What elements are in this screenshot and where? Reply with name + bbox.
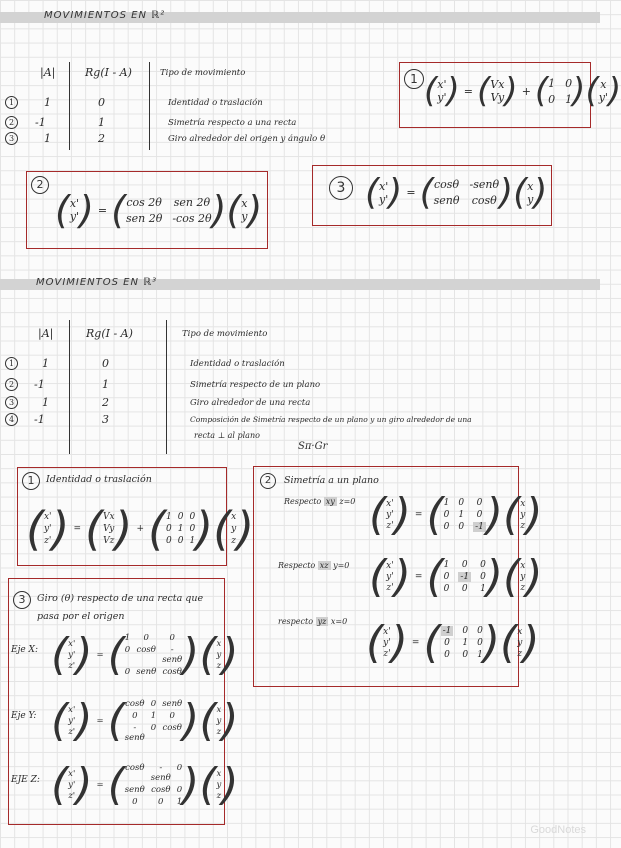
equation: ( x' y' z' ) = ( cosθ -senθ 0 senθ cosθ 0 0 0 1 ) ( x y z ) (51, 759, 239, 810)
matrix-cell: 0 (443, 509, 450, 520)
equals-sign: = (96, 649, 104, 660)
row-type: Simetría respecto a una recta (168, 118, 297, 128)
watermark: GoodNotes (530, 824, 586, 836)
rhs-x: x (520, 498, 526, 509)
lhs-x: x' (69, 197, 80, 210)
row-det: -1 (34, 378, 45, 391)
lhs-z: z' (386, 520, 394, 531)
rhs-x: x (241, 197, 248, 210)
matrix-cell: 0 (480, 559, 486, 570)
matrix-cell: 0 (443, 521, 450, 532)
row-number: 3 (5, 396, 18, 409)
matrix-cell: 0 (166, 524, 172, 534)
matrix-cell: cosθ (125, 698, 145, 709)
rhs-y: y (216, 649, 222, 660)
lhs-y: y' (68, 715, 76, 726)
matrix-cell: -senθ (469, 178, 500, 191)
lhs-y: y' (386, 509, 394, 520)
matrix-cell: 1 (124, 632, 131, 643)
row-type: Giro alrededor de una recta (190, 398, 311, 408)
lhs-z: z' (44, 536, 52, 546)
table-divider (69, 62, 70, 150)
rhs-y: y (520, 509, 526, 520)
lhs-y: y' (68, 649, 76, 660)
row-det: 1 (42, 396, 49, 409)
box-number: 1 (22, 472, 40, 490)
row-number: 2 (5, 116, 18, 129)
rhs-y: y (520, 571, 526, 582)
matrix-cell: senθ (162, 698, 183, 709)
row-det: -1 (35, 116, 46, 129)
equals-sign: = (414, 509, 423, 520)
lhs-x: x' (379, 179, 389, 193)
row-type: Giro alrededor del origen y ángulo θ (168, 134, 326, 144)
equals-sign: = (73, 524, 82, 534)
matrix-cell-highlighted: -1 (475, 521, 484, 532)
row-type: Composición de Simetría respecto de un plano y un giro alrededor de una (190, 415, 472, 424)
lhs-x: x' (437, 78, 447, 91)
lhs-y: y' (383, 637, 391, 648)
header-type: Tipo de movimiento (182, 329, 268, 339)
header-det: |A| (40, 66, 56, 79)
equals-sign: = (96, 779, 104, 790)
plane-condition: x=0 (330, 617, 348, 626)
matrix-cell: 0 (150, 698, 157, 709)
box-number: 3 (13, 591, 31, 609)
rhs-y: y (231, 524, 237, 534)
matrix-cell: 0 (444, 637, 450, 648)
row-number: 3 (5, 132, 18, 145)
axis-label: Eje X: (11, 645, 38, 655)
vec-x: Vx (490, 78, 505, 91)
row-number: 1 (5, 96, 18, 109)
table-divider (69, 320, 70, 454)
row-rank: 2 (98, 132, 105, 145)
equals-sign: = (406, 186, 416, 199)
plane-name: yz (317, 617, 327, 626)
matrix-cell: -cos 2θ (172, 211, 212, 225)
rhs-y: y (527, 192, 534, 206)
matrix-cell: cosθ (162, 722, 182, 733)
row-det: 1 (44, 96, 51, 109)
matrix-cell: 1 (548, 76, 556, 90)
matrix-cell: 0 (176, 762, 183, 773)
rhs-z: z (520, 582, 526, 593)
box-number: 2 (260, 473, 276, 489)
rhs-x: x (520, 560, 526, 571)
matrix-cell: cosθ (471, 194, 497, 207)
matrix-cell: cosθ (162, 666, 182, 677)
matrix-cell: 0 (548, 92, 556, 106)
row-type: Identidad o traslación (190, 359, 285, 369)
rhs-y: y (216, 779, 222, 790)
matrix-cell: 1 (443, 497, 450, 508)
rhs-x: x (216, 638, 222, 649)
matrix-cell: 1 (443, 559, 450, 570)
rhs-x: x (517, 626, 523, 637)
lhs-x: x' (386, 498, 394, 509)
header-rank: Rg(I - A) (85, 66, 132, 79)
r3-box-plane-reflection (253, 466, 543, 687)
equation: ( x' y' z' ) = ( cosθ 0 senθ 0 1 0 -senθ 0 cosθ ) ( x y z ) (51, 695, 239, 746)
lhs-z: z' (383, 648, 391, 659)
matrix-cell: 1 (565, 92, 573, 106)
plus-sign: + (136, 524, 145, 534)
lhs-z: z' (68, 660, 76, 671)
matrix-cell: 1 (150, 710, 157, 721)
header-det: |A| (38, 327, 54, 340)
row-number: 2 (5, 378, 18, 391)
rhs-y: y (216, 715, 222, 726)
plane-label (278, 561, 349, 570)
rhs-z: z (216, 726, 222, 737)
row-rank: 0 (102, 357, 109, 370)
matrix-cell: 0 (444, 649, 450, 660)
axis-label: Eje Y: (11, 711, 37, 721)
matrix-cell: 0 (150, 722, 157, 733)
equals-sign: = (96, 715, 104, 726)
matrix-cell: 0 (177, 536, 184, 546)
matrix-cell: 0 (443, 571, 450, 582)
lhs-y: y' (69, 210, 80, 223)
plane-name: xy (325, 497, 335, 506)
matrix-cell: 0 (132, 796, 138, 807)
section-title-r2: MOVIMIENTOS EN ℝ² (44, 10, 166, 21)
lhs-y: y' (437, 91, 447, 104)
plane-label (284, 497, 355, 506)
rhs-x: x (216, 768, 222, 779)
r2-box-rotation (312, 165, 552, 226)
matrix-cell: 1 (477, 649, 483, 660)
rhs-y: y (517, 637, 523, 648)
lhs-y: y' (379, 192, 389, 206)
equation: ( x' y' ) = ( Vx Vy ) + ( 1 0 0 1 ) ( x y' ) (424, 71, 621, 111)
row-rank: 0 (98, 96, 105, 109)
r2-box-reflection (26, 171, 268, 249)
matrix-cell: 1 (458, 509, 465, 520)
matrix-cell: senθ (136, 666, 157, 677)
lhs-x: x' (43, 512, 52, 522)
vec-z: Vz (103, 536, 115, 546)
matrix-cell: 1 (176, 796, 183, 807)
table-divider (166, 320, 167, 454)
plane-prefix: respecto (278, 617, 314, 626)
rhs-x: x (231, 512, 237, 522)
matrix-cell: 0 (132, 710, 138, 721)
matrix-cell: 0 (176, 784, 183, 795)
equation: ( x' y' z' ) = ( 1 0 0 0 -1 0 0 0 1 ) ( x y z ) (369, 551, 543, 602)
r2-box-translation (399, 62, 621, 128)
equation: ( x' y' z' ) = ( 1 0 0 0 1 0 0 0 -1 ) ( x y z ) (369, 489, 543, 540)
matrix-cell: 1 (177, 524, 184, 534)
plane-condition: z=0 (339, 497, 356, 506)
matrix-cell: 0 (565, 76, 573, 90)
lhs-y: y' (43, 524, 52, 534)
vec-y: Vy (490, 91, 505, 104)
rhs-x: x (216, 704, 222, 715)
lhs-x: x' (68, 768, 76, 779)
matrix-cell: 1 (480, 583, 486, 594)
matrix-cell: senθ (433, 194, 460, 207)
matrix-cell: cosθ (151, 784, 171, 795)
matrix-cell: sen 2θ (173, 195, 211, 209)
equation: ( x' y' z' ) = ( -1 0 0 0 1 0 0 0 1 ) ( x y z ) (366, 617, 540, 668)
matrix-cell: 0 (461, 559, 468, 570)
matrix-cell: 1 (189, 536, 196, 546)
matrix-cell: 0 (166, 536, 172, 546)
matrix-cell: cos 2θ (126, 195, 162, 209)
matrix-cell: 0 (169, 632, 175, 643)
plane-name: xz (319, 561, 329, 570)
matrix-cell: 0 (462, 625, 469, 636)
rhs-z: z (231, 536, 237, 546)
box-title: Identidad o traslación (46, 474, 152, 485)
matrix-cell-highlighted: -1 (460, 571, 470, 582)
lhs-z: z' (68, 790, 76, 801)
rhs-z: z (216, 660, 222, 671)
plane-prefix: Respecto (284, 497, 322, 506)
equals-sign: = (414, 571, 423, 582)
equation: ( x' y' ) = ( cos 2θ sen 2θ sen 2θ -cos 2θ ) ( x y ) (55, 188, 263, 232)
row-rank: 2 (102, 396, 109, 409)
box-title: Giro (θ) respecto de una recta que (37, 593, 204, 604)
matrix-cell: senθ (124, 784, 145, 795)
matrix-cell: cosθ (125, 762, 145, 773)
matrix-cell: 0 (462, 649, 469, 660)
matrix-cell: 0 (476, 497, 483, 508)
plane-prefix: Respecto (278, 561, 316, 570)
matrix-cell: 0 (458, 497, 465, 508)
row-type: Identidad o traslación (168, 98, 263, 108)
row-det: 1 (42, 357, 49, 370)
equation: ( x' y' ) = ( cosθ -senθ senθ cosθ ) ( x y ) (365, 172, 548, 213)
header-type: Tipo de movimiento (160, 68, 246, 78)
lhs-x: x' (386, 560, 394, 571)
section-title-r3: MOVIMIENTOS EN ℝ³ (36, 277, 158, 288)
matrix-cell: 0 (477, 637, 483, 648)
r3-box-rotation (8, 578, 239, 825)
matrix-cell: 0 (476, 509, 483, 520)
lhs-x: x' (68, 638, 76, 649)
r3-box-identity (17, 467, 255, 566)
matrix-cell: 0 (143, 632, 149, 643)
matrix-cell: 0 (461, 583, 468, 594)
matrix-cell: 0 (189, 512, 196, 522)
row-det: 1 (44, 132, 51, 145)
lhs-z: z' (68, 726, 76, 737)
box-title-continuation: pasa por el origen (37, 611, 125, 622)
equals-sign: = (97, 203, 108, 217)
rhs-y: y (241, 210, 248, 223)
equals-sign: = (463, 84, 473, 98)
matrix-cell: cosθ (434, 178, 460, 191)
row-type-continuation: recta ⊥ al plano (194, 431, 260, 440)
row-rank: 1 (102, 378, 109, 391)
row-note: Sπ·Gr (298, 441, 328, 452)
row-number: 4 (5, 413, 18, 426)
equation: ( x' y' z' ) = ( 1 0 0 0 cosθ -senθ 0 senθ cosθ ) ( x y z ) (51, 629, 239, 680)
rhs-y: y' (598, 91, 608, 104)
row-rank: 3 (102, 413, 109, 426)
table-divider (149, 62, 150, 150)
rhs-x: x (600, 78, 607, 91)
box-number: 2 (31, 176, 49, 194)
matrix-cell: 0 (158, 796, 164, 807)
vec-y: Vy (103, 524, 115, 534)
vec-x: Vx (102, 512, 115, 522)
rhs-z: z (520, 520, 526, 531)
box-title: Simetría a un plano (284, 475, 379, 486)
matrix-cell: 0 (477, 625, 483, 636)
lhs-y: y' (386, 571, 394, 582)
rhs-z: z (517, 648, 523, 659)
matrix-cell: cosθ (136, 644, 156, 655)
matrix-cell: 0 (480, 571, 486, 582)
lhs-x: x' (68, 704, 76, 715)
matrix-cell: -senθ (162, 644, 183, 665)
box-number: 1 (404, 69, 424, 89)
equation: ( x' y' z' ) = ( Vx Vy Vz ) + ( 1 0 0 0 1 0 0 0 1 ) ( x y z ) (26, 502, 255, 556)
matrix-cell: 0 (124, 644, 131, 655)
rhs-x: x (527, 179, 534, 193)
matrix-cell: sen 2θ (125, 211, 163, 225)
matrix-cell: 0 (177, 512, 184, 522)
row-type: Simetría respecto de un plano (190, 380, 321, 390)
plane-condition: y=0 (333, 561, 350, 570)
matrix-cell: 0 (189, 524, 196, 534)
matrix-cell: 1 (166, 512, 172, 522)
axis-label: EJE Z: (11, 775, 40, 785)
matrix-cell: 1 (462, 637, 469, 648)
plus-sign: + (521, 84, 531, 98)
lhs-x: x' (383, 626, 391, 637)
matrix-cell: 0 (124, 666, 131, 677)
box-number: 3 (329, 176, 353, 200)
plane-label (278, 617, 347, 626)
matrix-cell: 0 (169, 710, 175, 721)
lhs-y: y' (68, 779, 76, 790)
header-rank: Rg(I - A) (86, 327, 133, 340)
equals-sign: = (411, 637, 420, 648)
row-rank: 1 (98, 116, 105, 129)
matrix-cell: 0 (443, 583, 450, 594)
matrix-cell-highlighted: -1 (442, 625, 452, 636)
row-det: -1 (34, 413, 45, 426)
rhs-z: z (216, 790, 222, 801)
row-number: 1 (5, 357, 18, 370)
lhs-z: z' (386, 582, 394, 593)
matrix-cell: -senθ (150, 762, 171, 783)
matrix-cell: -senθ (124, 722, 145, 743)
matrix-cell: 0 (458, 521, 465, 532)
